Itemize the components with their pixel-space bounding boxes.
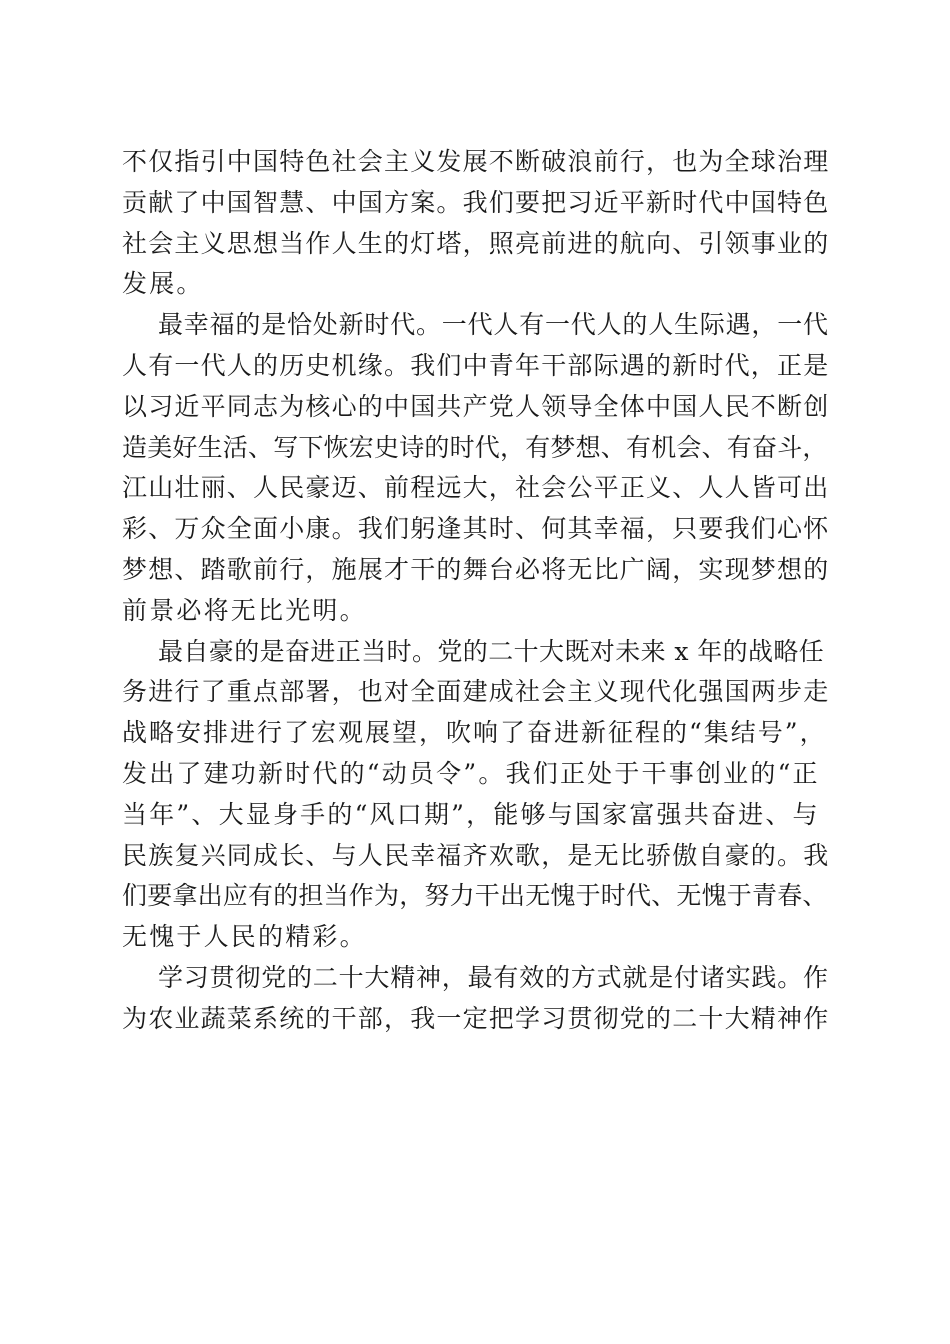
text-line: 社会主义思想当作人生的灯塔，照亮前进的航向、引领事业的 [122,228,830,258]
text-line: 不仅指引中国特色社会主义发展不断破浪前行，也为全球治理 [122,147,830,176]
text-line: 战略安排进行了宏观展望，吹响了奋进新征程的“集结号”， [122,718,827,748]
text-line: 以习近平同志为核心的中国共产党人领导全体中国人民不断创 [122,391,830,421]
text-line: 造美好生活、写下恢宏史诗的时代，有梦想、有机会、有奋斗， [122,432,828,462]
text-line: 最幸福的是恰处新时代。一代人有一代人的人生际遇，一代 [158,310,829,340]
text-line: 贡献了中国智慧、中国方案。我们要把习近平新时代中国特色 [122,187,830,217]
text-line: 人有一代人的历史机缘。我们中青年干部际遇的新时代，正是 [122,350,830,380]
text-line: 梦想、踏歌前行，施展才干的舞台必将无比广阔，实现梦想的 [122,554,830,584]
text-line: 发展。 [122,269,204,299]
text-line: 为农业蔬菜系统的干部，我一定把学习贯彻党的二十大精神作 [122,1003,830,1033]
text-line: 们要拿出应有的担当作为，努力干出无愧于时代、无愧于青春、 [122,881,828,911]
text-line: 学习贯彻党的二十大精神，最有效的方式就是付诸实践。作 [158,962,829,992]
text-line: 当年”、大显身手的“风口期”，能够与国家富强共奋进、与 [122,799,820,829]
text-line: 最自豪的是奋进正当时。党的二十大既对未来 x 年的战略任 [158,636,825,666]
text-line: 彩、万众全面小康。我们躬逢其时、何其幸福，只要我们心怀 [122,514,830,544]
text-line: 江山壮丽、人民豪迈、前程远大，社会公平正义、人人皆可出 [122,473,830,503]
paragraph-1 [122,142,828,305]
paragraph-2 [122,305,828,631]
text-line: 务进行了重点部署，也对全面建成社会主义现代化强国两步走 [122,677,830,707]
text-line: 发出了建功新时代的“动员令”。我们正处于干事创业的“正 [122,758,820,788]
text-line: 民族复兴同成长、与人民幸福齐欢歌，是无比骄傲自豪的。我 [122,840,830,870]
paragraph-4 [122,958,828,1040]
document-body [122,142,828,1040]
text-line: 无愧于人民的精彩。 [122,922,367,952]
paragraph-3 [122,632,828,958]
text-line: 前景必将无比光明。 [122,595,367,625]
